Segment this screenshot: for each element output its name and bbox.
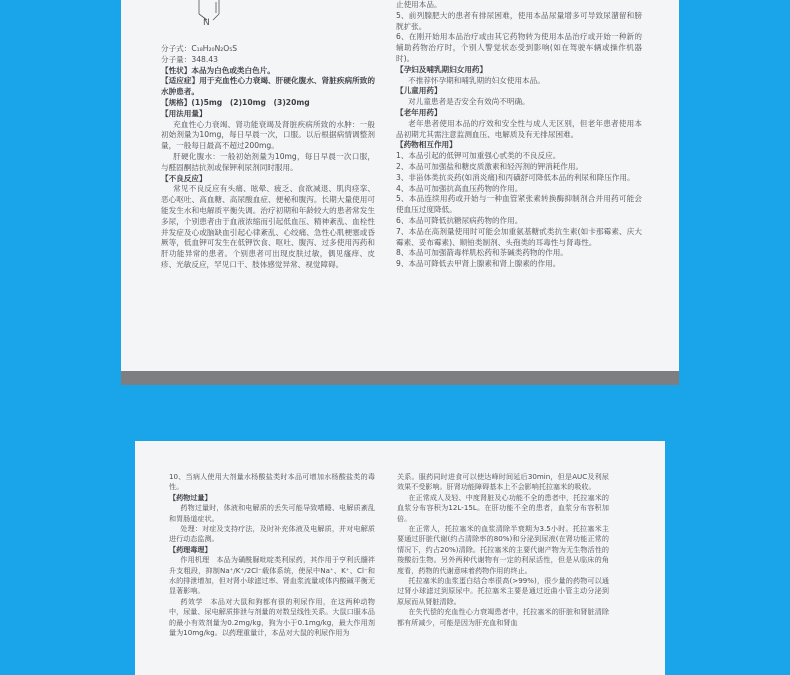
section-heading: 【用法用量】 (161, 108, 207, 118)
section-heading: 【药物相互作用】 (396, 140, 457, 150)
section-heading: 【适应症】用于充血性心力衰竭、肝硬化腹水、肾脏疾病所致的水肿患者。 (161, 76, 375, 97)
paragraph: 10、当病人使用大剂量水杨酸盐类时本品可增加水杨酸盐类的毒性。 (169, 472, 375, 492)
paragraph: 在失代偿的充血性心力衰竭患者中，托拉塞米的肝脏和肾脏清除都有所减少，可能是因为肝充血和肾血 (397, 607, 609, 627)
section-heading: 【儿童用药】 (396, 86, 442, 96)
paragraph: 8、本品可加强箭毒样肌松药和茶碱类药物的作用。 (396, 248, 568, 258)
paragraph: 3、非甾体类抗炎药(如消炎痛)和丙磺舒可降低本品的利尿和降压作用。 (396, 172, 635, 182)
paragraph: 药效学 本品对大鼠和狗都有很的利尿作用，在这两种动物中，尿量、尿电解质排泄与剂量的对数呈线性关系。大鼠口服本品的最小有效剂量为0.2mg/kg，狗为小于0.1mg/kg，最大作用剂量为10mg/kg。以药理重量计，本品对大鼠的利尿作用为 (169, 596, 375, 638)
paragraph: 6、本品可降低抗糖尿病药物的作用。 (396, 215, 523, 225)
paragraph: 1、本品引起的低钾可加重强心甙类的不良反应。 (396, 151, 561, 161)
paragraph: 在正常人，托拉塞米的血浆清除半衰期为3.5小时。托拉塞米主要通过肝脏代谢(约占清除率的80%)和分泌到尿液(在肾功能正常的情况下，约占20%)清除。托拉塞米的主要代谢产物为无生物活性的羧酸衍生物。另外两种代谢物有一定的利尿活性，但是从临床的角度看，药物的代谢意味着药物作用的终止。 (397, 524, 609, 575)
page2-left-column (169, 472, 375, 639)
section-heading: 【性状】本品为白色或类白色片。 (161, 65, 275, 75)
paragraph: 分子式：C₁₈H₂₀N₂O₅S (161, 44, 238, 53)
section-heading: 【不良反应】 (161, 173, 207, 183)
page2-right-column (397, 472, 609, 628)
paragraph: 4、本品可加强抗高血压药物的作用。 (396, 183, 523, 193)
paragraph: 老年患者使用本品的疗效和安全性与成人无区别，但老年患者使用本品初期尤其需注意监测血压、电解质及有无排尿困难。 (396, 118, 642, 139)
paragraph: 9、本品可降低去甲肾上腺素和肾上腺素的作用。 (396, 259, 561, 269)
paragraph: 不推荐怀孕期和哺乳期的妇女使用本品。 (408, 75, 545, 85)
paragraph: 药物过量时，体液和电解质的丢失可能导致嗜睡、电解质紊乱和胃肠道症状。 (169, 503, 375, 523)
section-heading: 【孕妇及哺乳期妇女用药】 (396, 64, 488, 74)
paragraph: 托拉塞米的血浆蛋白结合率很高(>99%)，很少量的药物可以通过肾小球滤过到原尿中。托拉塞米主要是通过近曲小管主动分泌到原尿而从肾脏清除。 (397, 576, 609, 606)
section-heading: 【规格】(1)5mg (2)10mg (3)20mg (161, 97, 310, 107)
paragraph: 充血性心力衰竭、肾功能衰竭及肾脏疾病所致的水肿：一般初始剂量为10mg，每日早晨一次，口服。以后根据病情调整剂量，一般每日最高不超过200mg。 (161, 119, 375, 151)
paragraph: 5、前列腺肥大的患者有排尿困难，使用本品尿量增多可导致尿潴留和膀胱扩张。 (396, 10, 642, 31)
paragraph: 在正常成人及轻、中度肾脏及心功能不全的患者中，托拉塞米的血浆分布容积为12L-15L。在肝功能不全的患者，血浆分布容积加倍。 (397, 492, 609, 523)
paragraph: 关系。服药同时进食可以使达峰时间延后30min，但是AUC及利尿效果不受影响。肝肾功能障碍基本上不会影响托拉塞米的吸收。 (397, 472, 609, 492)
paragraph: 分子量：348.43 (161, 54, 218, 64)
page1-right-column (396, 0, 642, 270)
manual-page-1 (121, 0, 679, 385)
page1-left-column (161, 44, 375, 271)
paragraph: 常见不良反应有头痛、眩晕、疲乏、食欲减退、肌肉痉挛、恶心呕吐、高血糖、高尿酸血症、便秘和腹泻。长期大量使用可能发生水和电解质平衡失调。治疗初期和年龄较大的患者常发生多尿，个别患者由于血液浓缩而引起低血压、精神紊乱、血栓性并发症及心或脑缺血引起心律紊乱、心绞痛、急性心肌梗塞或昏厥等，低血钾可发生在低钾饮食、呕吐、腹泻、过多使用泻药和肝功能异常的患者。个别患者可出现皮肤过敏，偶见瘙痒、皮疹、光敏反应，罕见口干、肢体感觉异常、视觉障碍。 (161, 184, 375, 269)
section-heading: 【药理毒理】 (169, 544, 212, 554)
paragraph: 2、本品可加强盐和糖皮质激素和轻泻剂的钾消耗作用。 (396, 161, 584, 171)
nitrogen-atom-label: N (203, 18, 210, 28)
paragraph: 止使用本品。 (396, 0, 442, 9)
paragraph: 作用机理 本品为磺酰脲吡啶类利尿药，其作用于亨利氏髓袢升支粗段，抑制Na⁺/K⁺/2Cl⁻载体系统，使尿中Na⁺、K⁺、Cl⁻和水的排泄增加，但对肾小球滤过率、肾血浆流量或体内酸碱平衡无显著影响。 (169, 555, 375, 596)
pyridine-ring-drawing (181, 0, 241, 40)
page-footer-band (121, 371, 679, 385)
paragraph: 6、在刚开始用本品治疗或由其它药物转为使用本品治疗或开始一种新的辅助药物治疗时，个别人警觉状态受到影响(如在驾驶车辆或操作机器时)。 (396, 32, 642, 63)
paragraph: 对儿童患者是否安全有效尚不明确。 (408, 97, 530, 107)
paragraph: 7、本品在高剂量使用时可能会加重氨基糖甙类抗生素(如卡那霉素、庆大霉素、妥布霉素)、顺铂类制剂、头孢类的耳毒性与肾毒性。 (396, 226, 642, 247)
paragraph: 5、本品连续用药或开始与一种血管紧张素转换酶抑制剂合并用药可能会使血压过度降低。 (396, 194, 642, 215)
paragraph: 处理：对症及支持疗法，及时补充体液及电解质，并对电解质进行动态监测。 (169, 524, 375, 544)
chemical-structure-diagram (181, 0, 241, 40)
section-heading: 【药物过量】 (169, 492, 212, 502)
paragraph: 肝硬化腹水：一般初始剂量为10mg，每日早晨一次口服，与醛固酮拮抗剂或保钾利尿剂同时服用。 (161, 151, 375, 172)
manual-page-2 (135, 441, 665, 675)
section-heading: 【老年用药】 (396, 107, 442, 117)
